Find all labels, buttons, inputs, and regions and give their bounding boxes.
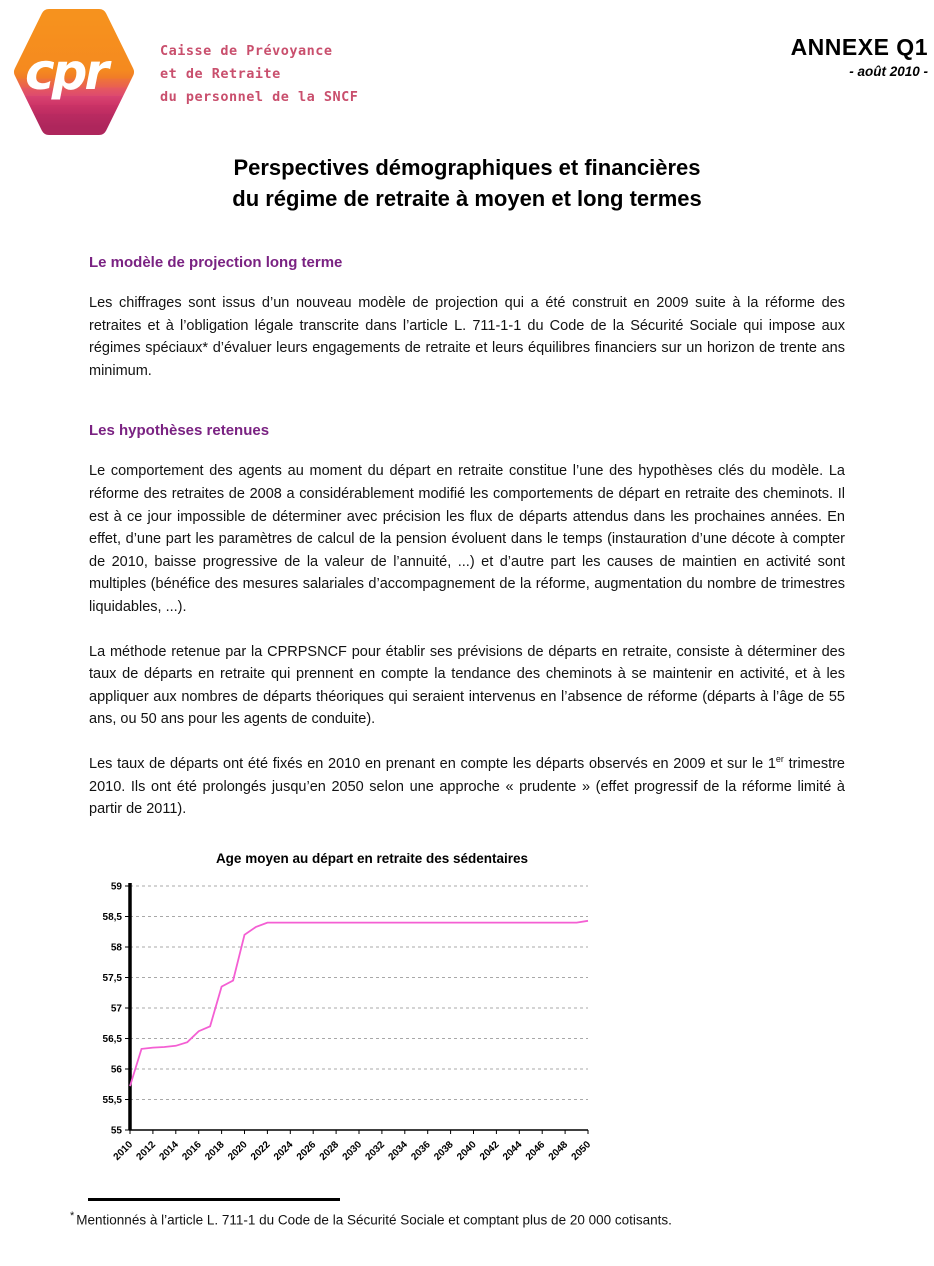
svg-text:2048: 2048: [546, 1139, 571, 1163]
org-name: [160, 40, 358, 109]
svg-text:2026: 2026: [294, 1139, 319, 1163]
section-heading-modele-projection: Le modèle de projection long terme: [89, 254, 343, 271]
annexe-date: - août 2010 -: [849, 64, 928, 79]
footnote-asterisk: *: [70, 1209, 75, 1222]
svg-text:2050: 2050: [569, 1139, 594, 1163]
svg-text:55: 55: [110, 1125, 122, 1137]
svg-text:2018: 2018: [203, 1139, 227, 1163]
paragraph-methode: La méthode retenue par la CPRPSNCF pour établir ses prévisions de départs en retraite, consiste à déterminer des taux de départs en retraite qui prennent en compte la tendance des cheminots à se maintenir en activité, et à les appliquer aux nombres de départs théoriques qui seraient intervenus en l’absence de réforme (départs à l’âge de 55 ans, ou 50 ans pour les agents de conduite).: [89, 643, 845, 728]
svg-text:2034: 2034: [386, 1139, 410, 1163]
svg-text:2012: 2012: [134, 1139, 159, 1163]
age-moyen-line-chart: [88, 876, 604, 1176]
cpr-logo-text: cpr: [25, 43, 107, 101]
svg-text:2014: 2014: [157, 1139, 181, 1163]
svg-text:2044: 2044: [500, 1139, 525, 1163]
footnote-body: Mentionnés à l’article L. 711-1 du Code de la Sécurité Sociale et comptant plus de 20 000 cotisants.: [76, 1212, 672, 1228]
svg-text:59: 59: [110, 881, 122, 893]
org-name-line: du personnel de la SNCF: [160, 89, 359, 105]
svg-text:2016: 2016: [180, 1139, 204, 1163]
paragraph-chiffrages: Les chiffrages sont issus d’un nouveau modèle de projection qui a été construit en 2009 suite à la réforme des retraites et à l’obligation légale transcrite dans l’article L. 711-1-1 du Code de la Sécurité Sociale qui impose aux régimes spéciaux* d’évaluer leurs engagements de retraite et leurs équilibres financiers sur un horizon de trente ans minimum.: [89, 295, 845, 379]
svg-text:58: 58: [110, 942, 122, 954]
footnote-separator: [88, 1198, 340, 1201]
paragraph-taux-after: trimestre 2010. Ils ont été prolongés jusqu’en 2050 selon une approche « prudente » (effet progressif de la réforme limité à partir de 2011).: [89, 755, 846, 818]
cpr-logo-hexagon-icon: [12, 8, 136, 136]
chart-age-moyen-depart: [88, 851, 604, 1176]
svg-text:2032: 2032: [363, 1139, 388, 1163]
svg-text:55,5: 55,5: [102, 1094, 122, 1106]
page-title-line1: Perspectives démographiques et financières: [233, 155, 701, 180]
annexe-block: [791, 8, 928, 79]
org-name-line: Caisse de Prévoyance: [160, 43, 333, 59]
svg-text:2010: 2010: [111, 1139, 136, 1163]
paragraph-taux-before: Les taux de départs ont été fixés en 2010 en prenant en compte les départs observés en 2009 et sur le 1: [89, 755, 776, 772]
document-body: [89, 254, 845, 821]
svg-text:2020: 2020: [226, 1139, 250, 1163]
section-modele-projection: [89, 254, 845, 382]
section-heading-hypotheses: Les hypothèses retenues: [89, 422, 270, 440]
svg-text:2022: 2022: [249, 1139, 273, 1163]
footnote-text: [70, 1210, 934, 1228]
svg-text:2046: 2046: [523, 1139, 548, 1163]
svg-text:2030: 2030: [340, 1139, 365, 1163]
footnote: [70, 1198, 934, 1228]
chart-title: Age moyen au départ en retraite des sédentaires: [215, 850, 529, 866]
svg-text:57,5: 57,5: [102, 972, 122, 984]
svg-text:2028: 2028: [317, 1139, 342, 1163]
svg-text:2024: 2024: [271, 1139, 296, 1163]
svg-text:56,5: 56,5: [102, 1033, 122, 1045]
cpr-logo: [12, 8, 136, 136]
paragraph-taux-departs: [89, 753, 845, 821]
superscript-er: er: [775, 754, 784, 765]
svg-text:2042: 2042: [478, 1139, 502, 1163]
svg-text:58,5: 58,5: [102, 911, 122, 923]
svg-text:2040: 2040: [455, 1139, 479, 1163]
page-title: [0, 152, 934, 214]
annexe-label: ANNEXE Q1: [790, 34, 928, 60]
svg-text:56: 56: [110, 1064, 122, 1076]
document-header: [0, 0, 934, 136]
org-name-line: et de Retraite: [160, 66, 281, 82]
paragraph-comportement: Le comportement des agents au moment du départ en retraite constitue l’une des hypothèses clés du modèle. La réforme des retraites de 2008 a considérablement modifié les comportements de départ en retraite des cheminots. Il est à ce jour impossible de déterminer avec précision les flux de départs attendus dans les prochaines années. En effet, d’une part les paramètres de calcul de la pension évoluent dans le temps (instauration d’une décote à compter de 2010, baisse progressive de la valeur de l’annuité, ...) et d’autre part les causes de maintien en activité sont multiples (bénéfice des mesures salariales d’accompagnement de la réforme, augmentation du nombre de trimestres liquidables, ...).: [89, 463, 845, 615]
svg-text:57: 57: [110, 1003, 122, 1015]
page-title-line2: du régime de retraite à moyen et long termes: [232, 186, 702, 211]
svg-text:2036: 2036: [409, 1139, 433, 1163]
section-hypotheses: [89, 422, 845, 820]
svg-text:2038: 2038: [432, 1139, 456, 1163]
